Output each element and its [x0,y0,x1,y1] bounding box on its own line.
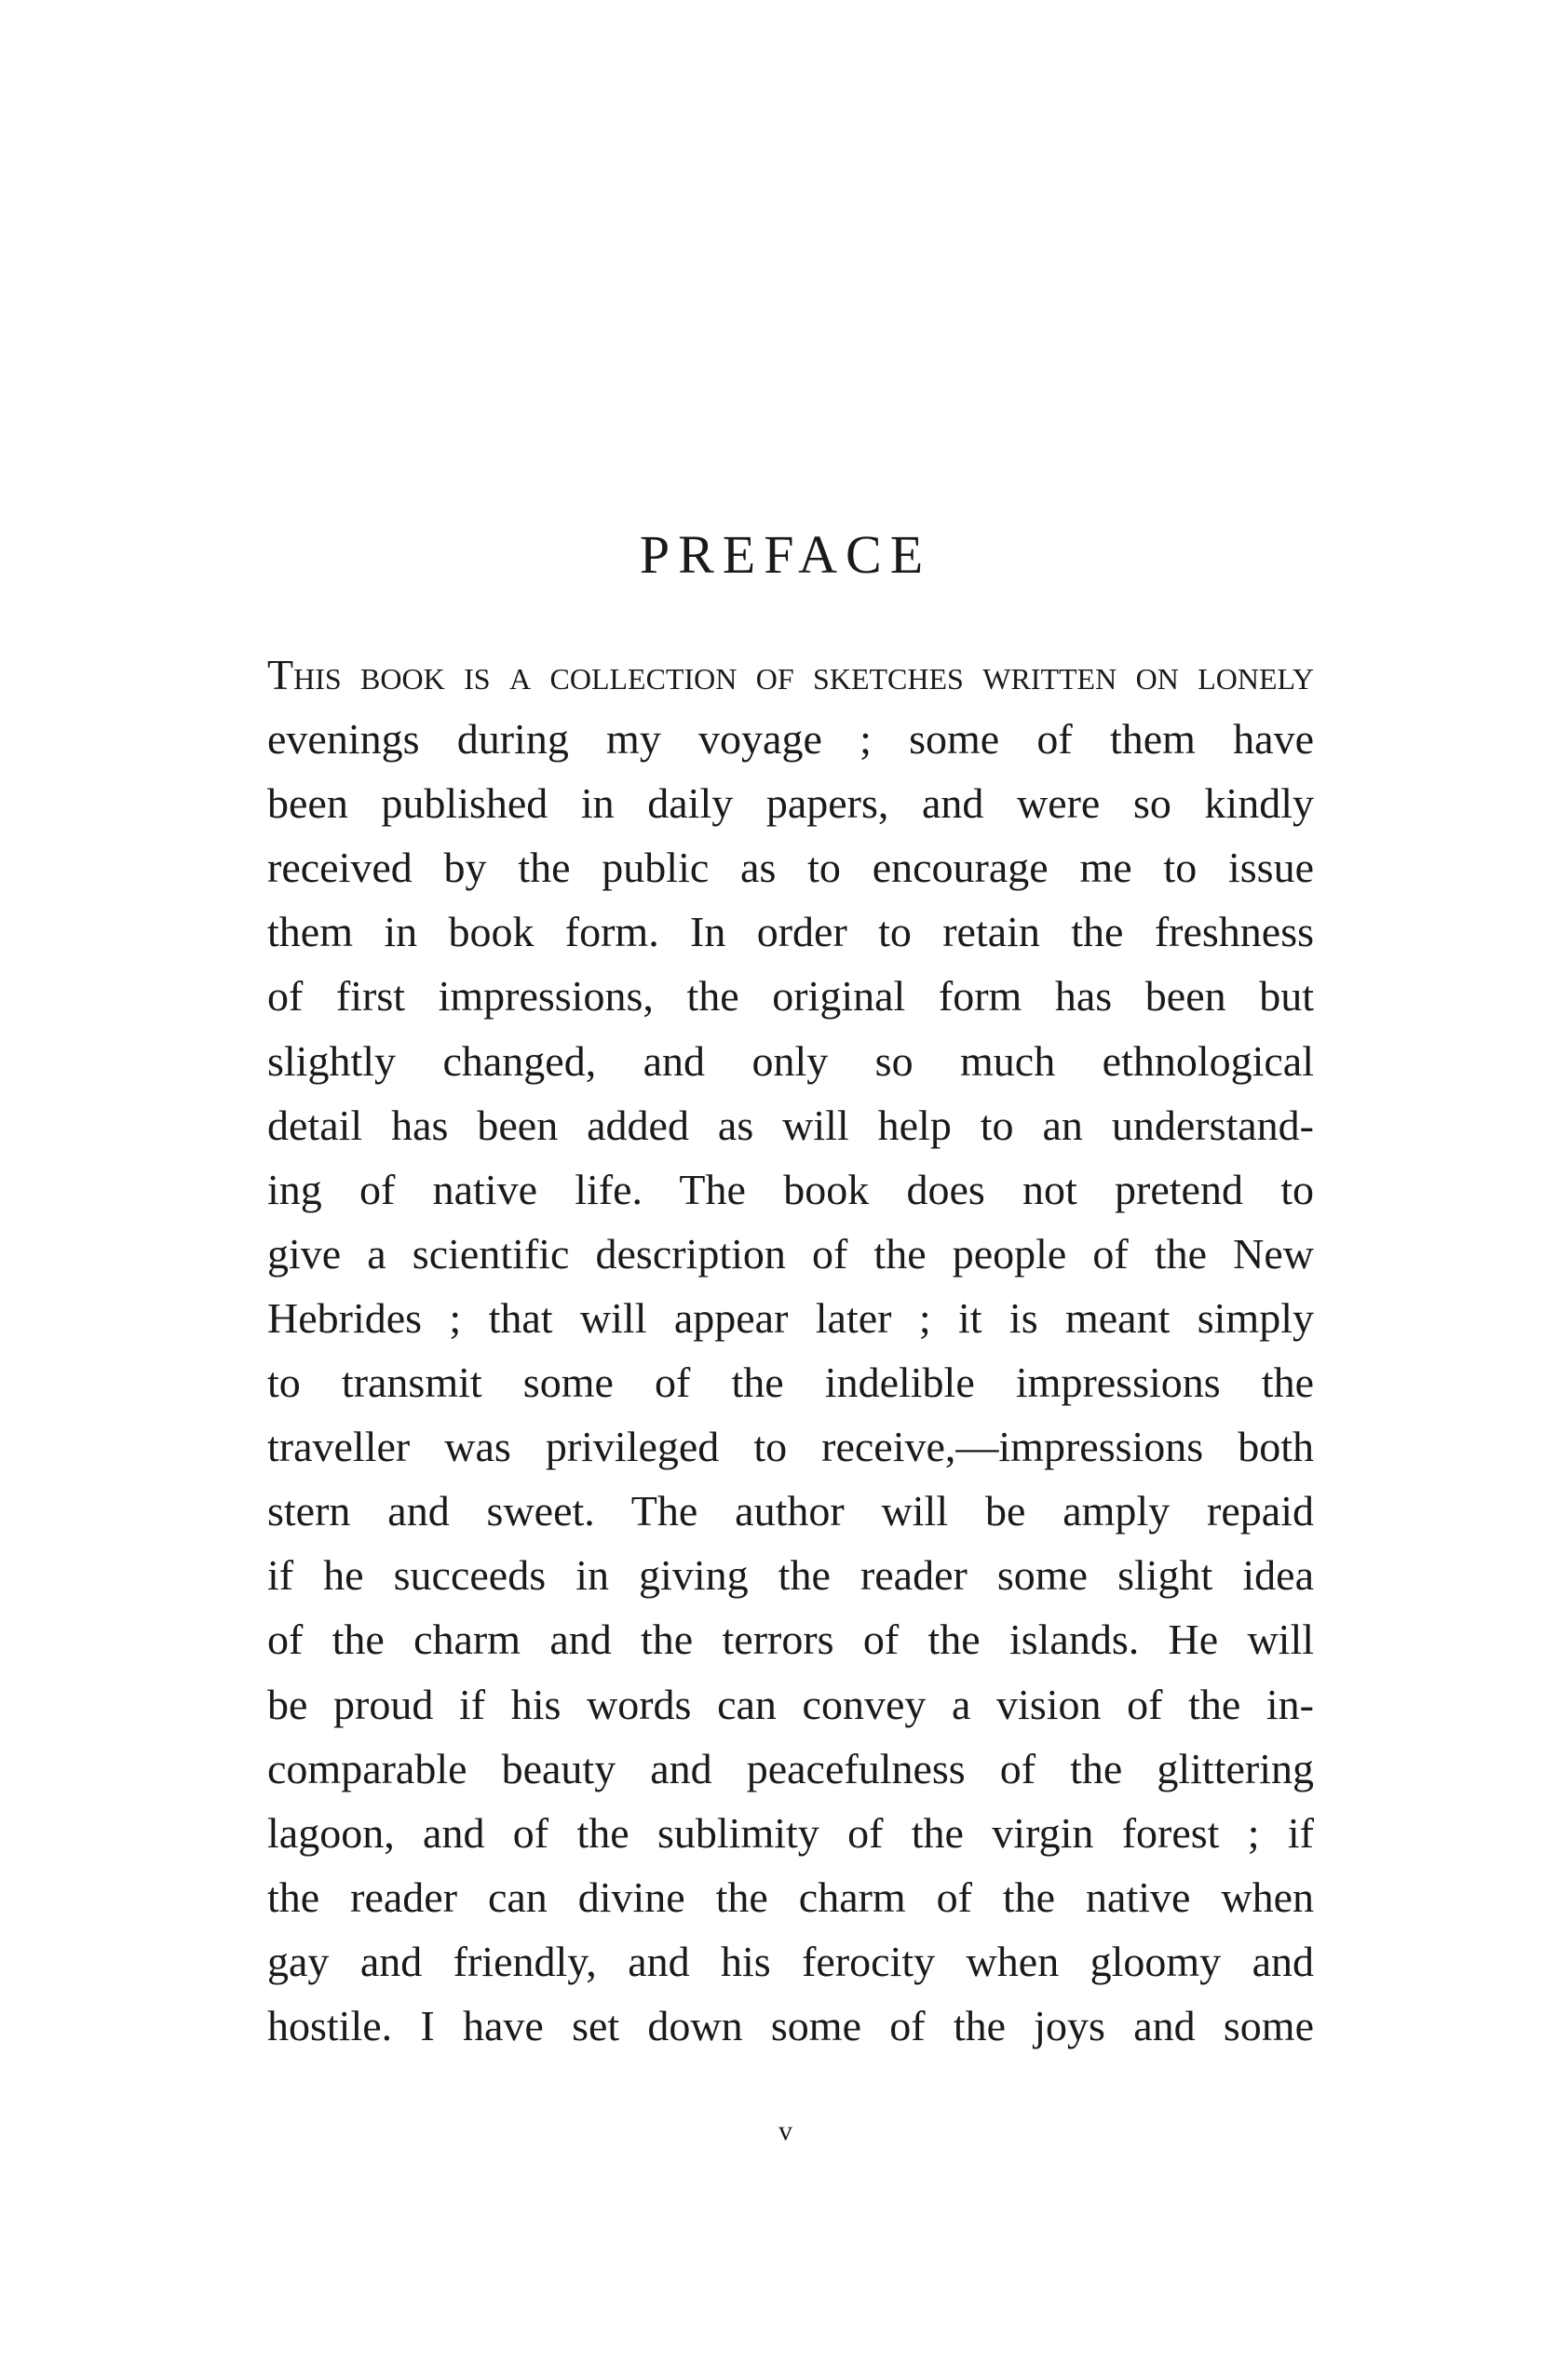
text-line: detail has been added as will help to an understand- [267,1101,1314,1149]
preface-body [267,642,1314,2058]
text-line: received by the public as to encourage me to issue [267,844,1314,892]
text-line: been published in daily papers, and were so kindly [267,779,1314,828]
text-line: stern and sweet. The author will be amply repaid [267,1487,1314,1535]
text-line: of the charm and the terrors of the islands. He will [267,1616,1314,1664]
text-line: traveller was privileged to receive,—impressions both [267,1423,1314,1471]
page-heading: PREFACE [639,524,932,585]
text-line: hostile. I have set down some of the joys and some [267,2001,1314,2049]
text-line: give a scientific description of the people of the New [267,1229,1314,1278]
text-line: ing of native life. The book does not pretend to [267,1165,1314,1213]
page-number: v [778,2116,792,2146]
text-line: them in book form. In order to retain the freshness [267,908,1314,956]
text-line: comparable beauty and peacefulness of the glittering [267,1744,1314,1792]
text-line: evenings during my voyage ; some of them have [267,715,1314,764]
text-line: lagoon, and of the sublimity of the virgin forest ; if [267,1808,1314,1857]
text-line: the reader can divine the charm of the native when [267,1873,1314,1921]
text-line: This book is a collection of sketches written on lonely [267,651,1314,698]
text-line: to transmit some of the indelible impressions the [267,1359,1314,1407]
text-line: Hebrides ; that will appear later ; it is meant simply [267,1293,1314,1342]
text-line: slightly changed, and only so much ethnological [267,1036,1314,1085]
text-line: if he succeeds in giving the reader some slight idea [267,1551,1314,1600]
text-line: gay and friendly, and his ferocity when gloomy and [267,1937,1314,1985]
text-line: be proud if his words can convey a vision of the in- [267,1680,1314,1728]
text-line: of first impressions, the original form has been but [267,972,1314,1021]
